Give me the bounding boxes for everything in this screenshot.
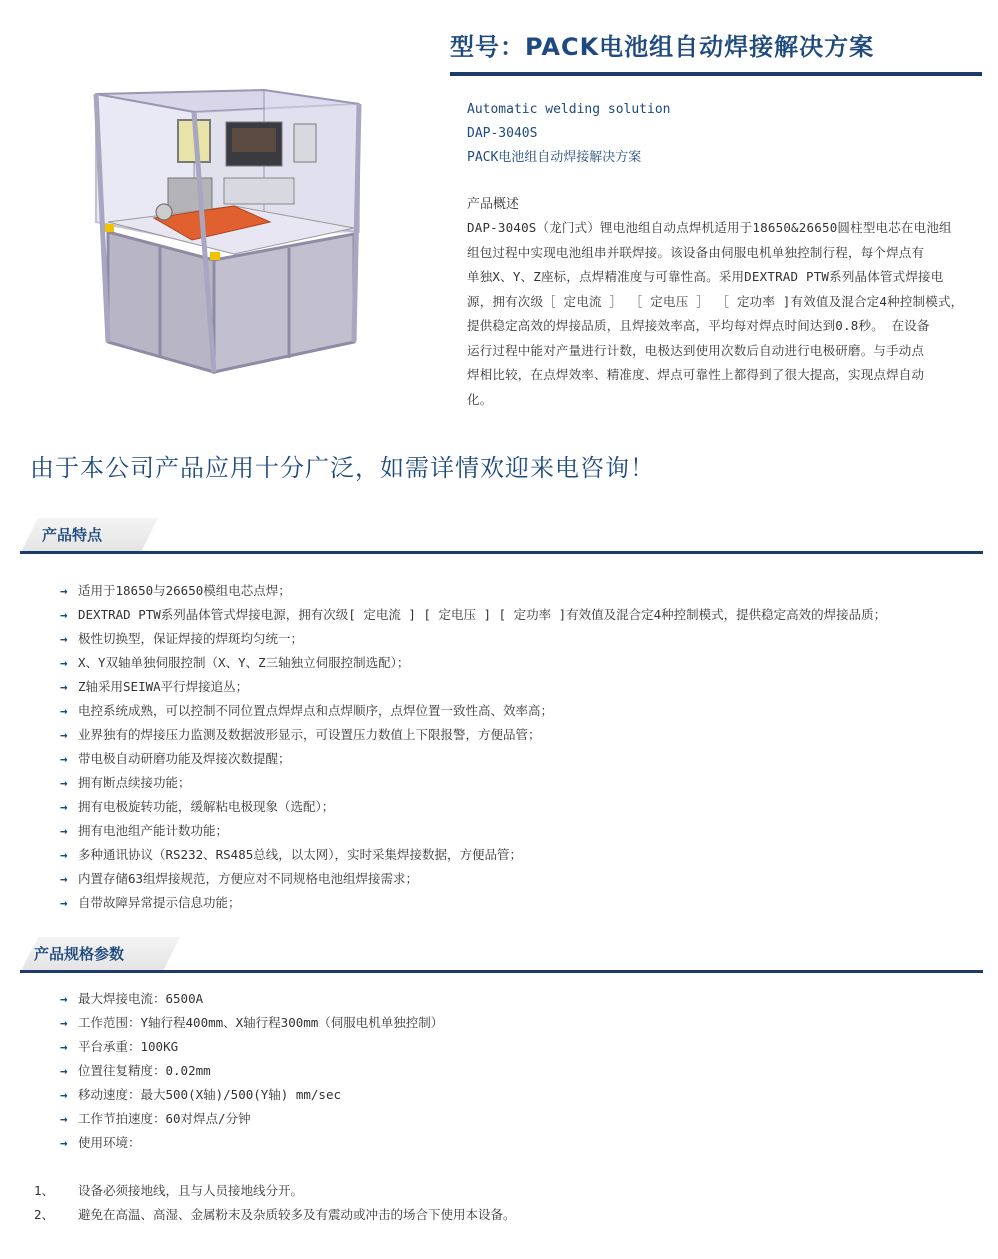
- list-item: → 最大焊接电流：6500A: [60, 987, 443, 1011]
- title-block: [450, 28, 982, 66]
- overview-line: DAP-3040S（龙门式）锂电池组自动点焊机适用于18650&26650圆柱型电芯在电池组: [467, 220, 952, 235]
- list-item: → DEXTRAD PTW系列晶体管式焊接电源，拥有次级[ 定电流 ] [ 定电压 ] [ 定功率 ]有效值及混合定4种控制模式，提供稳定高效的焊接品质；: [60, 603, 886, 627]
- intro-line: DAP-3040S: [467, 126, 538, 141]
- arrow-right-icon: →: [60, 799, 68, 814]
- list-item: → 工作节拍速度：60对焊点/分钟: [60, 1107, 443, 1131]
- arrow-right-icon: →: [60, 1111, 68, 1126]
- overview-line: 提供稳定高效的焊接品质，且焊接效率高，平均每对焊点时间达到0.8秒。 在设备: [467, 318, 930, 333]
- features-header: [20, 518, 983, 554]
- contact-notice: 由于本公司产品应用十分广泛，如需详情欢迎来电咨询！: [30, 454, 655, 482]
- list-item: → 移动速度：最大500(X轴)/500(Y轴) mm/sec: [60, 1083, 443, 1107]
- arrow-right-icon: →: [60, 751, 68, 766]
- overview-line: 焊相比较，在点焊效率、精准度、焊点可靠性上都得到了很大提高，实现点焊自动: [467, 367, 925, 382]
- specs-divider: [20, 970, 983, 973]
- environment-list: [34, 1179, 516, 1227]
- arrow-right-icon: →: [60, 991, 68, 1006]
- list-item: 2、 避免在高温、高湿、金属粉末及杂质较多及有震动或冲击的场合下使用本设备。: [34, 1207, 516, 1222]
- arrow-right-icon: →: [60, 823, 68, 838]
- list-item: → 电控系统成熟，可以控制不同位置点焊焊点和点焊顺序，点焊位置一致性高、效率高；: [60, 699, 886, 723]
- spec-list: [60, 987, 443, 1155]
- list-item: → 位置往复精度：0.02mm: [60, 1059, 443, 1083]
- intro-line: PACK电池组自动焊接解决方案: [467, 150, 642, 165]
- list-item: → 平台承重：100KG: [60, 1035, 443, 1059]
- list-item: → Z轴采用SEIWA平行焊接追丛；: [60, 675, 886, 699]
- arrow-right-icon: →: [60, 775, 68, 790]
- list-item: → 适用于18650与26650模组电芯点焊；: [60, 579, 886, 603]
- arrow-right-icon: →: [60, 703, 68, 718]
- arrow-right-icon: →: [60, 1039, 68, 1054]
- arrow-right-icon: →: [60, 655, 68, 670]
- list-item: 1、 设备必须接地线，且与人员接地线分开。: [34, 1183, 304, 1198]
- arrow-right-icon: →: [60, 607, 68, 622]
- list-item: → 拥有电池组产能计数功能；: [60, 819, 886, 843]
- list-item: → 工作范围：Y轴行程400mm、X轴行程300mm（伺服电机单独控制）: [60, 1011, 443, 1035]
- list-item: → 自带故障异常提示信息功能；: [60, 891, 886, 915]
- arrow-right-icon: →: [60, 871, 68, 886]
- overview-body: [467, 216, 987, 412]
- list-item: → 使用环境：: [60, 1131, 443, 1155]
- features-divider: [20, 551, 983, 554]
- arrow-right-icon: →: [60, 1015, 68, 1030]
- overview-line: 组包过程中实现电池组串并联焊接。该设备由伺服电机单独控制行程，每个焊点有: [467, 244, 925, 260]
- list-item: → 拥有电极旋转功能，缓解粘电极现象（选配）；: [60, 795, 886, 819]
- overview-line: 单独X、Y、Z座标，点焊精准度与可靠性高。采用DEXTRAD PTW系列晶体管式焊接电: [467, 269, 944, 284]
- list-item: → 多种通讯协议（RS232、RS485总线，以太网），实时采集焊接数据，方便品管；: [60, 843, 886, 867]
- specs-header: [20, 937, 983, 973]
- feature-list: [60, 579, 886, 915]
- overview-line: 源，拥有次级［ 定电流 ］ ［ 定电压 ］ ［ 定功率 ]有效值及混合定4种控制模式，: [467, 293, 964, 309]
- product-image: [84, 82, 374, 382]
- welding-machine-image: [84, 82, 374, 382]
- arrow-right-icon: →: [60, 631, 68, 646]
- list-item: → 业界独有的焊接压力监测及数据波形显示，可设置压力数值上下限报警，方便品管；: [60, 723, 886, 747]
- overview-line: 化。: [467, 391, 493, 407]
- arrow-right-icon: →: [60, 1087, 68, 1102]
- list-item: → X、Y双轴单独伺服控制（X、Y、Z三轴独立伺服控制选配）；: [60, 651, 886, 675]
- intro-line: Automatic welding solution: [467, 102, 671, 117]
- arrow-right-icon: →: [60, 679, 68, 694]
- list-item: → 内置存储63组焊接规范，方便应对不同规格电池组焊接需求；: [60, 867, 886, 891]
- arrow-right-icon: →: [60, 895, 68, 910]
- overview-line: 运行过程中能对产量进行计数，电极达到使用次数后自动进行电极研磨。与手动点: [467, 342, 925, 358]
- arrow-right-icon: →: [60, 1063, 68, 1078]
- list-item: → 拥有断点续接功能；: [60, 771, 886, 795]
- arrow-right-icon: →: [60, 727, 68, 742]
- arrow-right-icon: →: [60, 847, 68, 862]
- intro-section: [467, 98, 987, 412]
- list-item: → 极性切换型，保证焊接的焊斑均匀统一；: [60, 627, 886, 651]
- arrow-right-icon: →: [60, 1135, 68, 1150]
- overview-label: 产品概述: [467, 197, 520, 212]
- specs-label: 产品规格参数: [34, 945, 125, 963]
- arrow-right-icon: →: [60, 583, 68, 598]
- title-divider: [450, 72, 982, 76]
- features-label: 产品特点: [42, 526, 103, 544]
- list-item: → 带电极自动研磨功能及焊接次数提醒；: [60, 747, 886, 771]
- page-title: 型号：PACK电池组自动焊接解决方案: [450, 33, 875, 61]
